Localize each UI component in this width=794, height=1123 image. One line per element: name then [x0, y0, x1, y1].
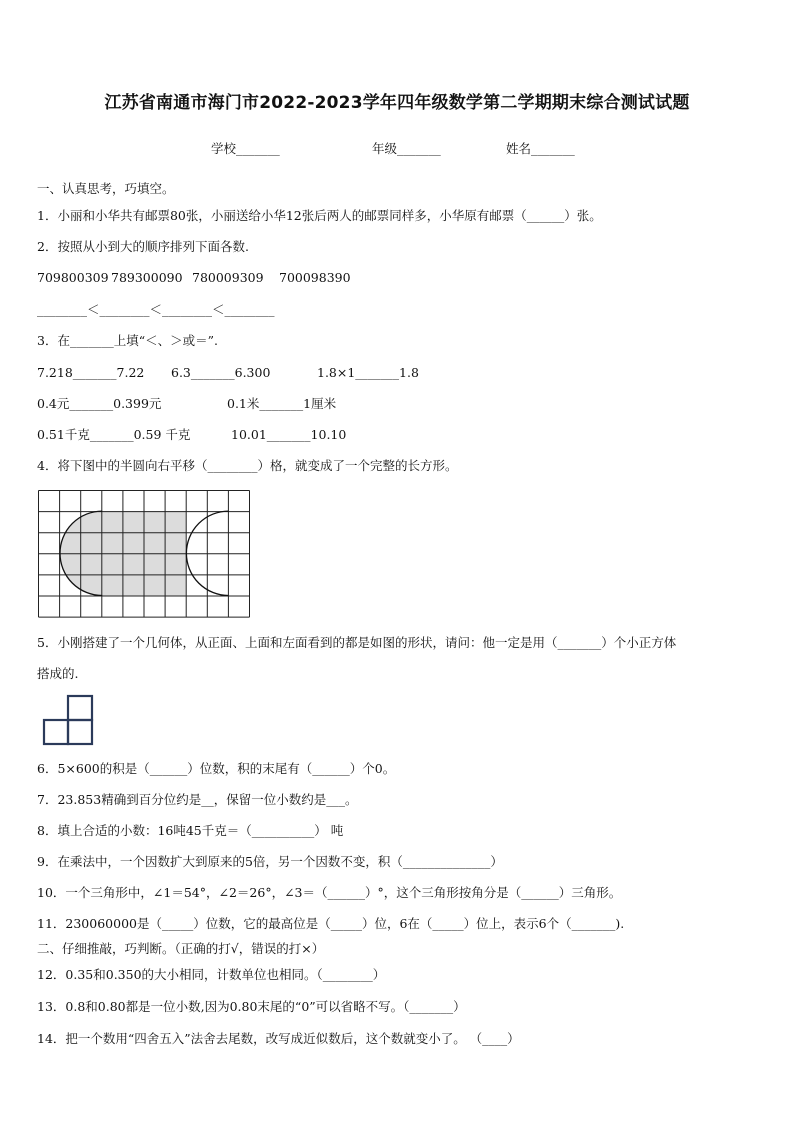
question-3: 3．在_______上填“＜、＞或＝”.	[37, 333, 218, 348]
question-2: 2．按照从小到大的顺序排列下面各数.	[37, 239, 249, 254]
question-13: 13．0.8和0.80都是一位小数,因为0.80末尾的“0”可以省略不写。（_______）	[37, 999, 466, 1014]
section-2-heading: 二、仔细推敲，巧判断。（正确的打√，错误的打×）	[37, 941, 325, 956]
question-12: 12．0.35和0.350的大小相同，计数单位也相同。（________）	[37, 967, 386, 982]
grade-field: 年级_______	[372, 141, 441, 156]
q3-item: 7.218_______7.22	[37, 365, 145, 380]
question-1: 1．小丽和小华共有邮票80张，小丽送给小华12张后两人的邮票同样多，小华原有邮票（______）张。	[37, 208, 602, 223]
q2-number-1: 709800309	[37, 270, 109, 285]
question-10: 10．一个三角形中，∠1＝54°，∠2＝26°，∠3＝（______）°，这个三角形按角分是（______）三角形。	[37, 885, 622, 900]
question-7: 7．23.853精确到百分位约是__，保留一位小数约是___。	[37, 792, 358, 807]
q3-item: 0.4元_______0.399元	[37, 396, 162, 411]
school-field: 学校_______	[211, 141, 280, 156]
question-9: 9．在乘法中，一个因数扩大到原来的5倍，另一个因数不变，积（______________）	[37, 854, 503, 869]
q2-answer-blanks: ________＜________＜________＜________	[37, 302, 275, 317]
question-6: 6．5×600的积是（______）位数，积的末尾有（______）个0。	[37, 761, 396, 776]
q5-cube-view-figure	[42, 694, 96, 748]
question-8: 8．填上合适的小数：16吨45千克＝（__________） 吨	[37, 823, 344, 838]
question-5: 5．小刚搭建了一个几何体，从正面、上面和左面看到的都是如图的形状，请问：他一定是用（_______）个小正方体	[37, 635, 677, 650]
q4-grid-figure	[38, 490, 252, 619]
q3-item: 0.51千克_______0.59 千克	[37, 427, 191, 442]
grid-lines	[39, 491, 250, 618]
question-11: 11．230060000是（_____）位数，它的最高位是（_____）位，6在（_____）位上，表示6个（_______).	[37, 916, 625, 931]
question-5-continued: 搭成的.	[37, 666, 79, 681]
q2-number-3: 780009309	[192, 270, 264, 285]
q2-number-2: 789300090	[111, 270, 183, 285]
q3-item: 1.8×1_______1.8	[317, 365, 419, 380]
question-4: 4．将下图中的半圆向右平移（________）格，就变成了一个完整的长方形。	[37, 458, 458, 473]
q2-number-4: 700098390	[279, 270, 351, 285]
q3-item: 6.3_______6.300	[171, 365, 271, 380]
question-14: 14．把一个数用“四舍五入”法舍去尾数，改写成近似数后，这个数就变小了。 （____）	[37, 1031, 520, 1046]
page-title: 江苏省南通市海门市2022-2023学年四年级数学第二学期期末综合测试试题	[104, 93, 690, 113]
name-field: 姓名_______	[506, 141, 575, 156]
q3-item: 10.01_______10.10	[231, 427, 347, 442]
q3-item: 0.1米_______1厘米	[227, 396, 337, 411]
section-1-heading: 一、认真思考，巧填空。	[37, 181, 175, 196]
